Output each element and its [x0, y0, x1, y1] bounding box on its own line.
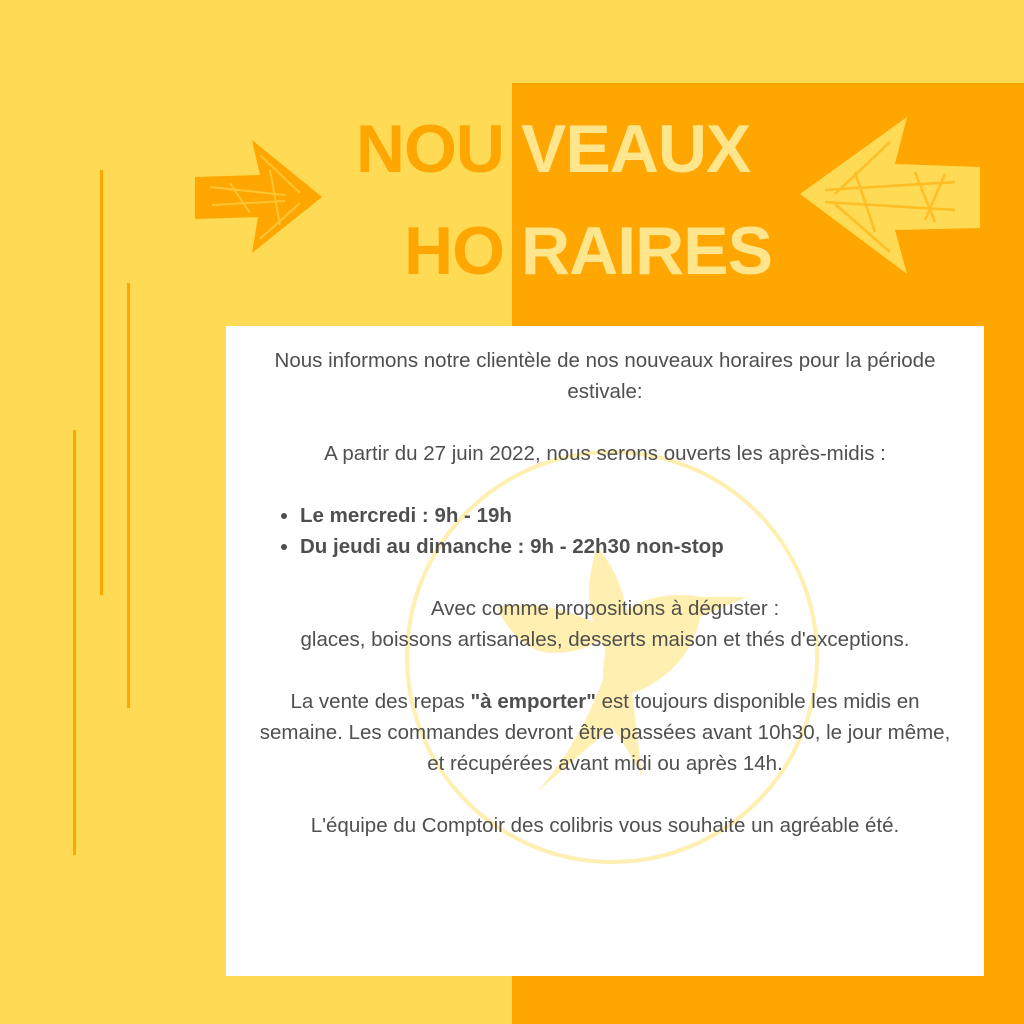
schedule-item-wednesday: • Le mercredi : 9h - 19h	[300, 500, 958, 531]
title-line1-right: VEAUX	[521, 111, 751, 187]
opening-text: A partir du 27 juin 2022, nous serons ouverts les après-midis :	[324, 442, 886, 465]
card-text	[226, 326, 984, 841]
info-card	[226, 326, 984, 976]
takeaway-text	[252, 686, 958, 779]
decorative-line	[127, 283, 130, 708]
signature-text: L'équipe du Comptoir des colibris vous souhaite un agréable été.	[310, 814, 900, 837]
arrow-left-icon	[795, 112, 985, 280]
intro-text: Nous informons notre clientèle de nos nouveaux horaires pour la période estivale:	[274, 349, 936, 403]
offer-items: glaces, boissons artisanales, desserts maison et thés d'exceptions.	[300, 628, 910, 651]
title-line2-left: HO	[404, 213, 504, 289]
decorative-line	[73, 430, 76, 855]
takeaway-highlight: "à emporter"	[470, 690, 596, 713]
schedule-item-thursday-sunday: • Du jeudi au dimanche : 9h - 22h30 non-stop	[300, 531, 958, 562]
takeaway-text-end: est toujours disponible les midis en semaine. Les commandes devront être passées avant 10h30, le jour même, et récupérées avant midi ou après 14h.	[259, 690, 951, 775]
schedule-list	[252, 500, 958, 562]
takeaway-text-start: La vente des repas	[290, 690, 471, 713]
title-line2-right: RAIRES	[521, 213, 772, 289]
decorative-line	[100, 170, 103, 595]
offer-title: Avec comme propositions à déguster :	[430, 597, 780, 620]
title-line1-left: NOU	[355, 111, 504, 187]
